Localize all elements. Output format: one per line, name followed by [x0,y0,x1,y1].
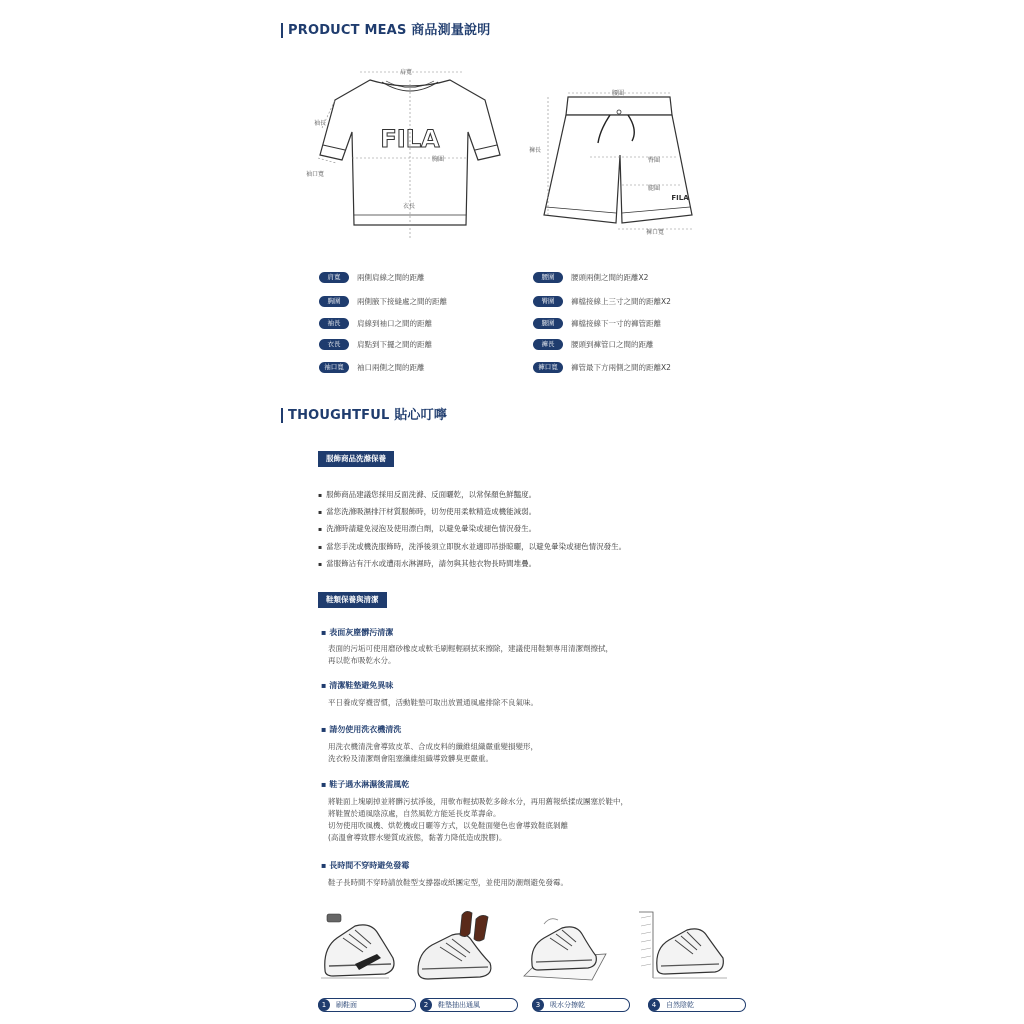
shirt-length-label: 衣長 [403,203,416,210]
legend-text-pants-length: 腰頭到褲管口之間的距離 [571,340,654,349]
shirt-sleeve-label: 袖長 [314,120,327,127]
legend-chip-shoulder: 肩寬 [319,272,349,283]
step-number: 3 [532,999,544,1011]
step-label: 刷鞋面 [336,1001,357,1009]
legend-chip-cuff: 袖口寬 [319,362,349,373]
shoe-care-line: 平日養成穿襪習慣，活動鞋墊可取出放置通風處排除不良氣味。 [328,698,538,707]
legend-chip-waist: 腰圍 [533,272,563,283]
step-number: 1 [318,999,330,1011]
shoe-care-line: (高溫會導致膠水變質成液態，黏著力降低造成脫膠)。 [328,833,507,842]
shoe-insole-illustration [410,905,510,990]
shoe-brush-illustration [315,908,405,988]
legend-chip-hip: 臀圍 [533,296,563,307]
shirt-cuff-label: 袖口寬 [306,171,325,178]
legend-text-shoulder: 兩側肩線之間的距離 [357,273,425,282]
shoe-care-head: ▪ 表面灰塵髒污清潔 [321,627,393,638]
legend-text-waist: 腰頭兩側之間的距離X2 [571,273,649,282]
shirt-diagram [300,60,520,245]
shoe-care-line: 再以乾布吸乾水分。 [328,656,396,665]
shoe-care-line: 洗衣粉及清潔劑會阻塞纖維組織導致髒臭更嚴重。 [328,754,493,763]
step-label: 吸水分擦乾 [550,1001,585,1009]
step-brush [318,998,416,1012]
legend-text-cuff: 袖口兩側之間的距離 [357,363,425,372]
legend-chip-chest: 胸圍 [319,296,349,307]
shoe-care-line: 切勿使用吹風機、烘乾機或日曬等方式，以免鞋面變色也會導致鞋底剝離 [328,821,568,830]
step-label: 自然陰乾 [666,1001,694,1009]
shoe-care-head: ▪ 長時間不穿時避免發霉 [321,860,409,871]
legend-chip-pants-length: 褲長 [533,339,563,350]
shoe-care-line: 將鞋面上塊刷掉並將髒污拭淨後，用軟布輕拭吸乾多餘水分，再用舊報紙揉成團塞於鞋中， [328,797,628,806]
shorts-hip-label: 臀圍 [648,157,661,164]
legend-text-thigh: 褲檔接線下一寸的褲管距離 [571,319,661,328]
legend-text-length: 肩點到下擺之間的距離 [357,340,432,349]
apparel-care-item: ▪ 當您洗滌吸濕排汗材質服飾時，切勿使用柔軟精造成機能減弱。 [318,503,536,521]
step-label: 鞋墊抽出通風 [438,1001,480,1009]
apparel-care-item: ▪ 服飾商品建議您採用反面洗滌、反面曬乾，以常保顏色鮮豔度。 [318,486,536,504]
legend-chip-sleeve: 袖長 [319,318,349,329]
shoe-care-line: 表面的污垢可使用磨砂橡皮或軟毛刷輕輕刷拭來擦除，建議使用鞋類專用清潔劑擦拭， [328,644,613,653]
apparel-care-item: ▪ 當您手洗或機洗服飾時，洗淨後須立即脫水並適即吊掛晾曬，以避免暈染或褪色情況發生。 [318,538,626,556]
shoe-airdry-illustration [635,908,730,988]
legend-text-hem: 褲管最下方兩側之間的距離X2 [571,363,671,372]
apparel-care-title: 服飾商品洗滌保養 [318,451,394,467]
shoe-care-line: 用洗衣機清洗會導致皮革、合成皮料的纖維組織嚴重變損變形， [328,742,538,751]
apparel-care-item: ▪ 當服飾沾有汗水或遭雨水淋濕時，請勿與其他衣物長時間堆疊。 [318,555,536,573]
shorts-length-label: 褲長 [529,147,542,154]
legend-chip-hem: 褲口寬 [533,362,563,373]
step-number: 4 [648,999,660,1011]
shoe-care-head: ▪ 清潔鞋墊避免異味 [321,680,393,691]
step-dry [532,998,630,1012]
fila-shirt-logo: FILA [380,125,440,153]
shorts-hem-label: 褲口寬 [646,229,665,236]
step-airdry [648,998,746,1012]
legend-chip-thigh: 腿圍 [533,318,563,329]
product-measure-title: PRODUCT MEAS 商品測量說明 [281,23,490,38]
shirt-shoulder-label: 肩寬 [400,69,413,76]
shoe-care-line: 將鞋置於通風陰涼處，自然風乾方能延長皮革壽命。 [328,809,501,818]
legend-chip-length: 衣長 [319,339,349,350]
step-insole [420,998,518,1012]
legend-text-sleeve: 肩線到袖口之間的距離 [357,319,432,328]
shirt-chest-label: 胸圍 [432,156,445,163]
shorts-diagram [530,85,710,235]
apparel-care-item: ▪ 洗滌時請避免浸泡及使用漂白劑，以避免暈染或褪色情況發生。 [318,520,536,538]
step-number: 2 [420,999,432,1011]
fila-shorts-logo: FILA [671,194,689,202]
shoe-care-line: 鞋子長時間不穿時請放鞋型支撐器或紙團定型，並使用防潮劑避免發霉。 [328,878,568,887]
legend-text-hip: 褲檔接線上三寸之間的距離X2 [571,297,671,306]
shorts-waist-label: 腰圍 [612,90,625,97]
shorts-thigh-label: 腿圍 [648,185,661,192]
shoe-care-title: 鞋類保養與清潔 [318,592,387,608]
thoughtful-title: THOUGHTFUL 貼心叮嚀 [281,408,447,423]
shoe-care-head: ▪ 請勿使用洗衣機清洗 [321,724,401,735]
legend-text-chest: 兩側腋下接縫處之間的距離 [357,297,447,306]
shoe-care-head: ▪ 鞋子遇水淋濕後需風乾 [321,779,409,790]
shoe-dry-illustration [520,908,610,988]
